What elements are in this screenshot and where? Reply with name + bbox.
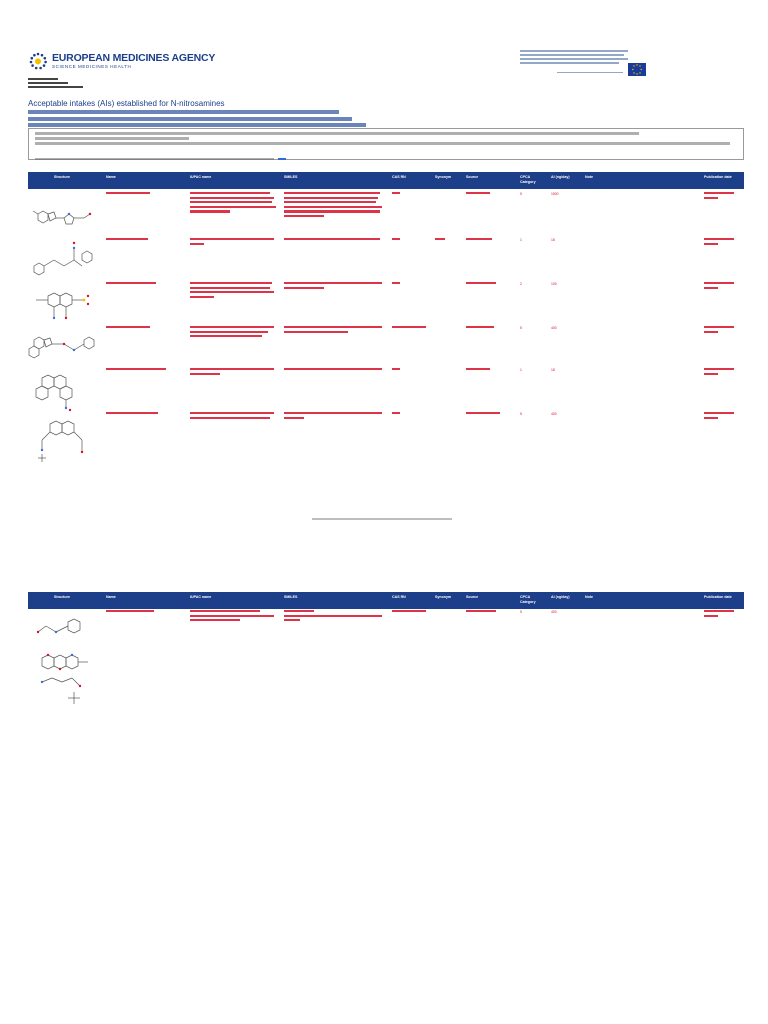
col-smiles: SMILES <box>284 175 298 179</box>
table-row <box>28 368 744 412</box>
cell-publication-date <box>704 326 758 335</box>
cell-cpca: 5 <box>520 610 522 614</box>
eu-flag-icon <box>628 63 646 76</box>
col-smiles: SMILES <box>284 595 298 599</box>
cell-ai: 18 <box>551 368 555 372</box>
cell-publication-date <box>704 238 758 247</box>
col-name: Name <box>106 175 116 179</box>
document-subtitle <box>28 110 366 130</box>
col-synonym: Synonym <box>435 595 452 599</box>
cell-iupac <box>190 192 276 215</box>
structure-image <box>28 282 100 326</box>
nitrosamine-table <box>28 172 744 416</box>
table-row <box>28 238 744 282</box>
cell-source <box>466 412 520 417</box>
cell-name <box>106 192 160 197</box>
cell-smiles <box>284 326 382 335</box>
cell-cpca: 1 <box>520 238 522 242</box>
col-cas: CAS RN <box>392 175 406 179</box>
col-note: Note <box>585 595 593 599</box>
col-publication-date: Publication date <box>704 175 732 179</box>
col-note: Note <box>585 175 593 179</box>
cell-smiles <box>284 282 382 291</box>
cell-smiles <box>284 412 382 421</box>
cell-ai: 18 <box>551 238 555 242</box>
col-synonym: Synonym <box>435 175 452 179</box>
introductory-note-box <box>28 128 744 160</box>
cell-smiles <box>284 238 382 243</box>
col-cpca: CPCA Category <box>520 595 536 604</box>
structure-image <box>28 326 100 366</box>
agency-address-block <box>520 50 628 66</box>
page-footer-note <box>312 518 452 522</box>
table-row <box>28 412 744 468</box>
col-cpca: CPCA Category <box>520 175 536 184</box>
cell-source <box>466 238 520 243</box>
structure-image <box>28 610 100 714</box>
structure-image <box>28 194 100 234</box>
cell-cpca: 1 <box>520 368 522 372</box>
document-title: Acceptable intakes (AIs) established for N-nitrosamines <box>28 99 225 108</box>
cell-iupac <box>190 238 276 247</box>
cell-publication-date <box>704 282 758 291</box>
cell-smiles <box>284 610 382 624</box>
ema-logo <box>28 52 216 70</box>
cell-publication-date <box>704 412 758 421</box>
cell-ai: 100 <box>551 282 557 286</box>
cell-source <box>466 610 520 615</box>
col-source: Source <box>466 175 479 179</box>
cell-cas <box>392 368 446 373</box>
document-reference <box>28 78 83 88</box>
cell-cas <box>392 282 446 287</box>
cell-publication-date <box>704 192 758 201</box>
cell-cpca: 5 <box>520 192 522 196</box>
col-iupac: IUPAC name <box>190 175 212 179</box>
cell-cpca: 2 <box>520 282 522 286</box>
cell-ai: 400 <box>551 412 557 416</box>
cell-name <box>106 368 160 373</box>
cell-source <box>466 368 520 373</box>
col-name: Name <box>106 595 116 599</box>
col-ai: AI (ng/day) <box>551 595 570 599</box>
cell-name <box>106 282 160 287</box>
table-header <box>28 592 744 609</box>
cell-source <box>466 192 520 197</box>
structure-image <box>28 412 100 468</box>
cell-name <box>106 610 160 615</box>
cell-cas <box>392 610 446 615</box>
col-structure: Structure <box>54 595 70 599</box>
cell-iupac <box>190 282 276 300</box>
cell-smiles <box>284 192 382 220</box>
col-ai: AI (ng/day) <box>551 175 570 179</box>
nitrosamine-table-continued <box>28 592 744 614</box>
cell-cas <box>392 412 446 417</box>
agency-name: EUROPEAN MEDICINES AGENCY <box>52 52 216 64</box>
cell-publication-date <box>704 610 758 619</box>
table-row <box>28 192 744 236</box>
eu-stars-icon <box>28 52 48 70</box>
cell-source <box>466 326 520 331</box>
cell-cas <box>392 192 446 197</box>
table-row <box>28 282 744 326</box>
address-footer-line <box>557 72 623 73</box>
agency-tagline: SCIENCE MEDICINES HEALTH <box>52 64 132 69</box>
structure-image <box>28 238 100 282</box>
cell-iupac <box>190 326 276 340</box>
cell-iupac <box>190 412 276 421</box>
cell-name <box>106 326 160 331</box>
cell-cpca: 5 <box>520 412 522 416</box>
cell-ai: 400 <box>551 610 557 614</box>
cell-name <box>106 412 160 417</box>
cell-source <box>466 282 520 287</box>
structure-image <box>28 368 100 412</box>
table-header <box>28 172 744 189</box>
col-source: Source <box>466 595 479 599</box>
cell-name <box>106 238 160 243</box>
cell-iupac <box>190 368 276 377</box>
cell-smiles <box>284 368 382 373</box>
table-row <box>28 326 744 366</box>
cell-publication-date <box>704 368 758 377</box>
cell-iupac <box>190 610 276 624</box>
cell-ai: 400 <box>551 326 557 330</box>
col-iupac: IUPAC name <box>190 595 212 599</box>
col-cas: CAS RN <box>392 595 406 599</box>
col-structure: Structure <box>54 175 70 179</box>
table-row <box>28 610 744 714</box>
cell-cas <box>392 326 446 331</box>
cell-ai: 1500 <box>551 192 559 196</box>
col-publication-date: Publication date <box>704 595 732 599</box>
cell-cpca: 5 <box>520 326 522 330</box>
qa-link[interactable] <box>278 158 286 161</box>
